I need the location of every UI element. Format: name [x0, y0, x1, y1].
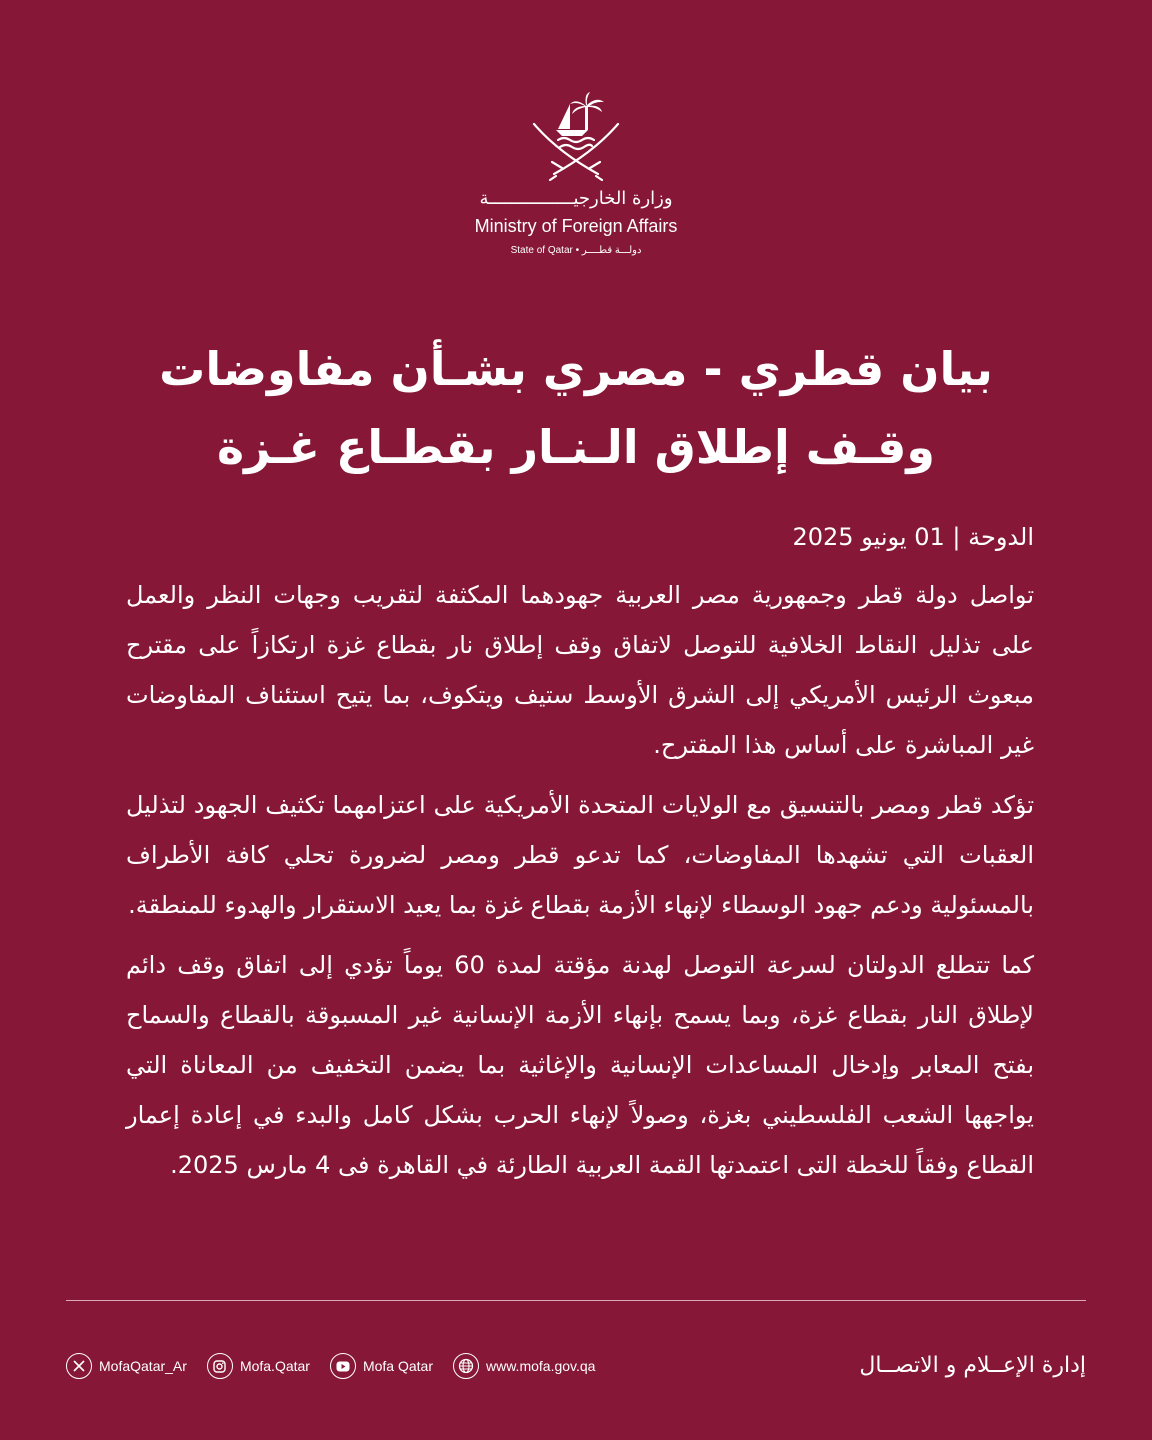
x-icon — [66, 1353, 92, 1379]
social-youtube[interactable] — [330, 1353, 433, 1379]
footer — [66, 1348, 1086, 1384]
title-line-1: بيان قطري - مصري بشـأن مفاوضات — [159, 342, 993, 396]
paragraph-1: تواصل دولة قطر وجمهورية مصر العربية جهودهما المكثفة لتقريب وجهات النظر والعمل على تذليل النقاط الخلافية للتوصل لاتفاق وقف إطلاق نار بقطاع غزة ارتكازاً على مقترح مبعوث الرئيس الأمريكي إلى الشرق الأوسط ستيف ويتكوف، بما يتيح استئناف المفاوضات غير المباشرة على أساس هذا المقترح. — [126, 581, 1034, 759]
social-instagram-label: Mofa.Qatar — [239, 1358, 310, 1374]
statement-body — [126, 512, 1034, 1200]
footer-divider — [66, 1300, 1086, 1301]
social-x[interactable] — [66, 1353, 187, 1379]
instagram-icon — [207, 1353, 233, 1379]
paragraph-2: تؤكد قطر ومصر بالتنسيق مع الولايات المتحدة الأمريكية على اعتزامهما تكثيف الجهود لتذليل العقبات التي تشهدها المفاوضات، كما تدعو قطر ومصر لضرورة تحلي كافة الأطراف بالمسئولية ودعم جهود الوسطاء لإنهاء الأزمة بقطاع غزة بما يعيد الاستقرار والهدوء للمنطقة. — [126, 791, 1034, 919]
title-line-2: وقـف إطلاق الـنـار بقطـاع غـزة — [217, 420, 935, 474]
youtube-icon — [330, 1353, 356, 1379]
social-youtube-label: Mofa Qatar — [362, 1358, 433, 1374]
paragraph-3: كما تتطلع الدولتان لسرعة التوصل لهدنة مؤقتة لمدة 60 يوماً تؤدي إلى اتفاق وقف دائم لإطلاق النار بقطاع غزة، وبما يسمح بإنهاء الأزمة الإنسانية غير المسبوقة بالقطاع والسماح بفتح المعابر وإدخال المساعدات الإنسانية والإغاثية بما يضمن التخفيف من المعاناة التي يواجهها الشعب الفلسطيني بغزة، وصولاً لإنهاء الحرب بشكل كامل والبدء في إعادة إعمار القطاع وفقاً للخطة التى اعتمدتها القمة العربية الطارئة في القاهرة فى 4 مارس 2025. — [126, 951, 1034, 1179]
social-website[interactable] — [453, 1353, 595, 1379]
emblem — [0, 90, 1152, 182]
globe-icon — [453, 1353, 479, 1379]
statement-title — [100, 330, 1052, 486]
social-website-label: www.mofa.gov.qa — [486, 1358, 596, 1374]
social-instagram[interactable] — [207, 1353, 310, 1379]
ministry-subtitle: State of Qatar • دولـــة قطــــر — [510, 245, 642, 256]
social-x-label: MofaQatar_Ar — [99, 1358, 187, 1374]
department-name: إدارة الإعــلام و الاتصــال — [859, 1353, 1086, 1378]
ministry-name-english: Ministry of Foreign Affairs — [474, 216, 678, 236]
qatar-emblem-icon — [528, 90, 624, 182]
dateline: الدوحة | 01 يونيو 2025 — [792, 523, 1034, 551]
social-links — [66, 1348, 615, 1384]
ministry-name-arabic: وزارة الخارجيــــــــــــــــة — [479, 188, 673, 209]
